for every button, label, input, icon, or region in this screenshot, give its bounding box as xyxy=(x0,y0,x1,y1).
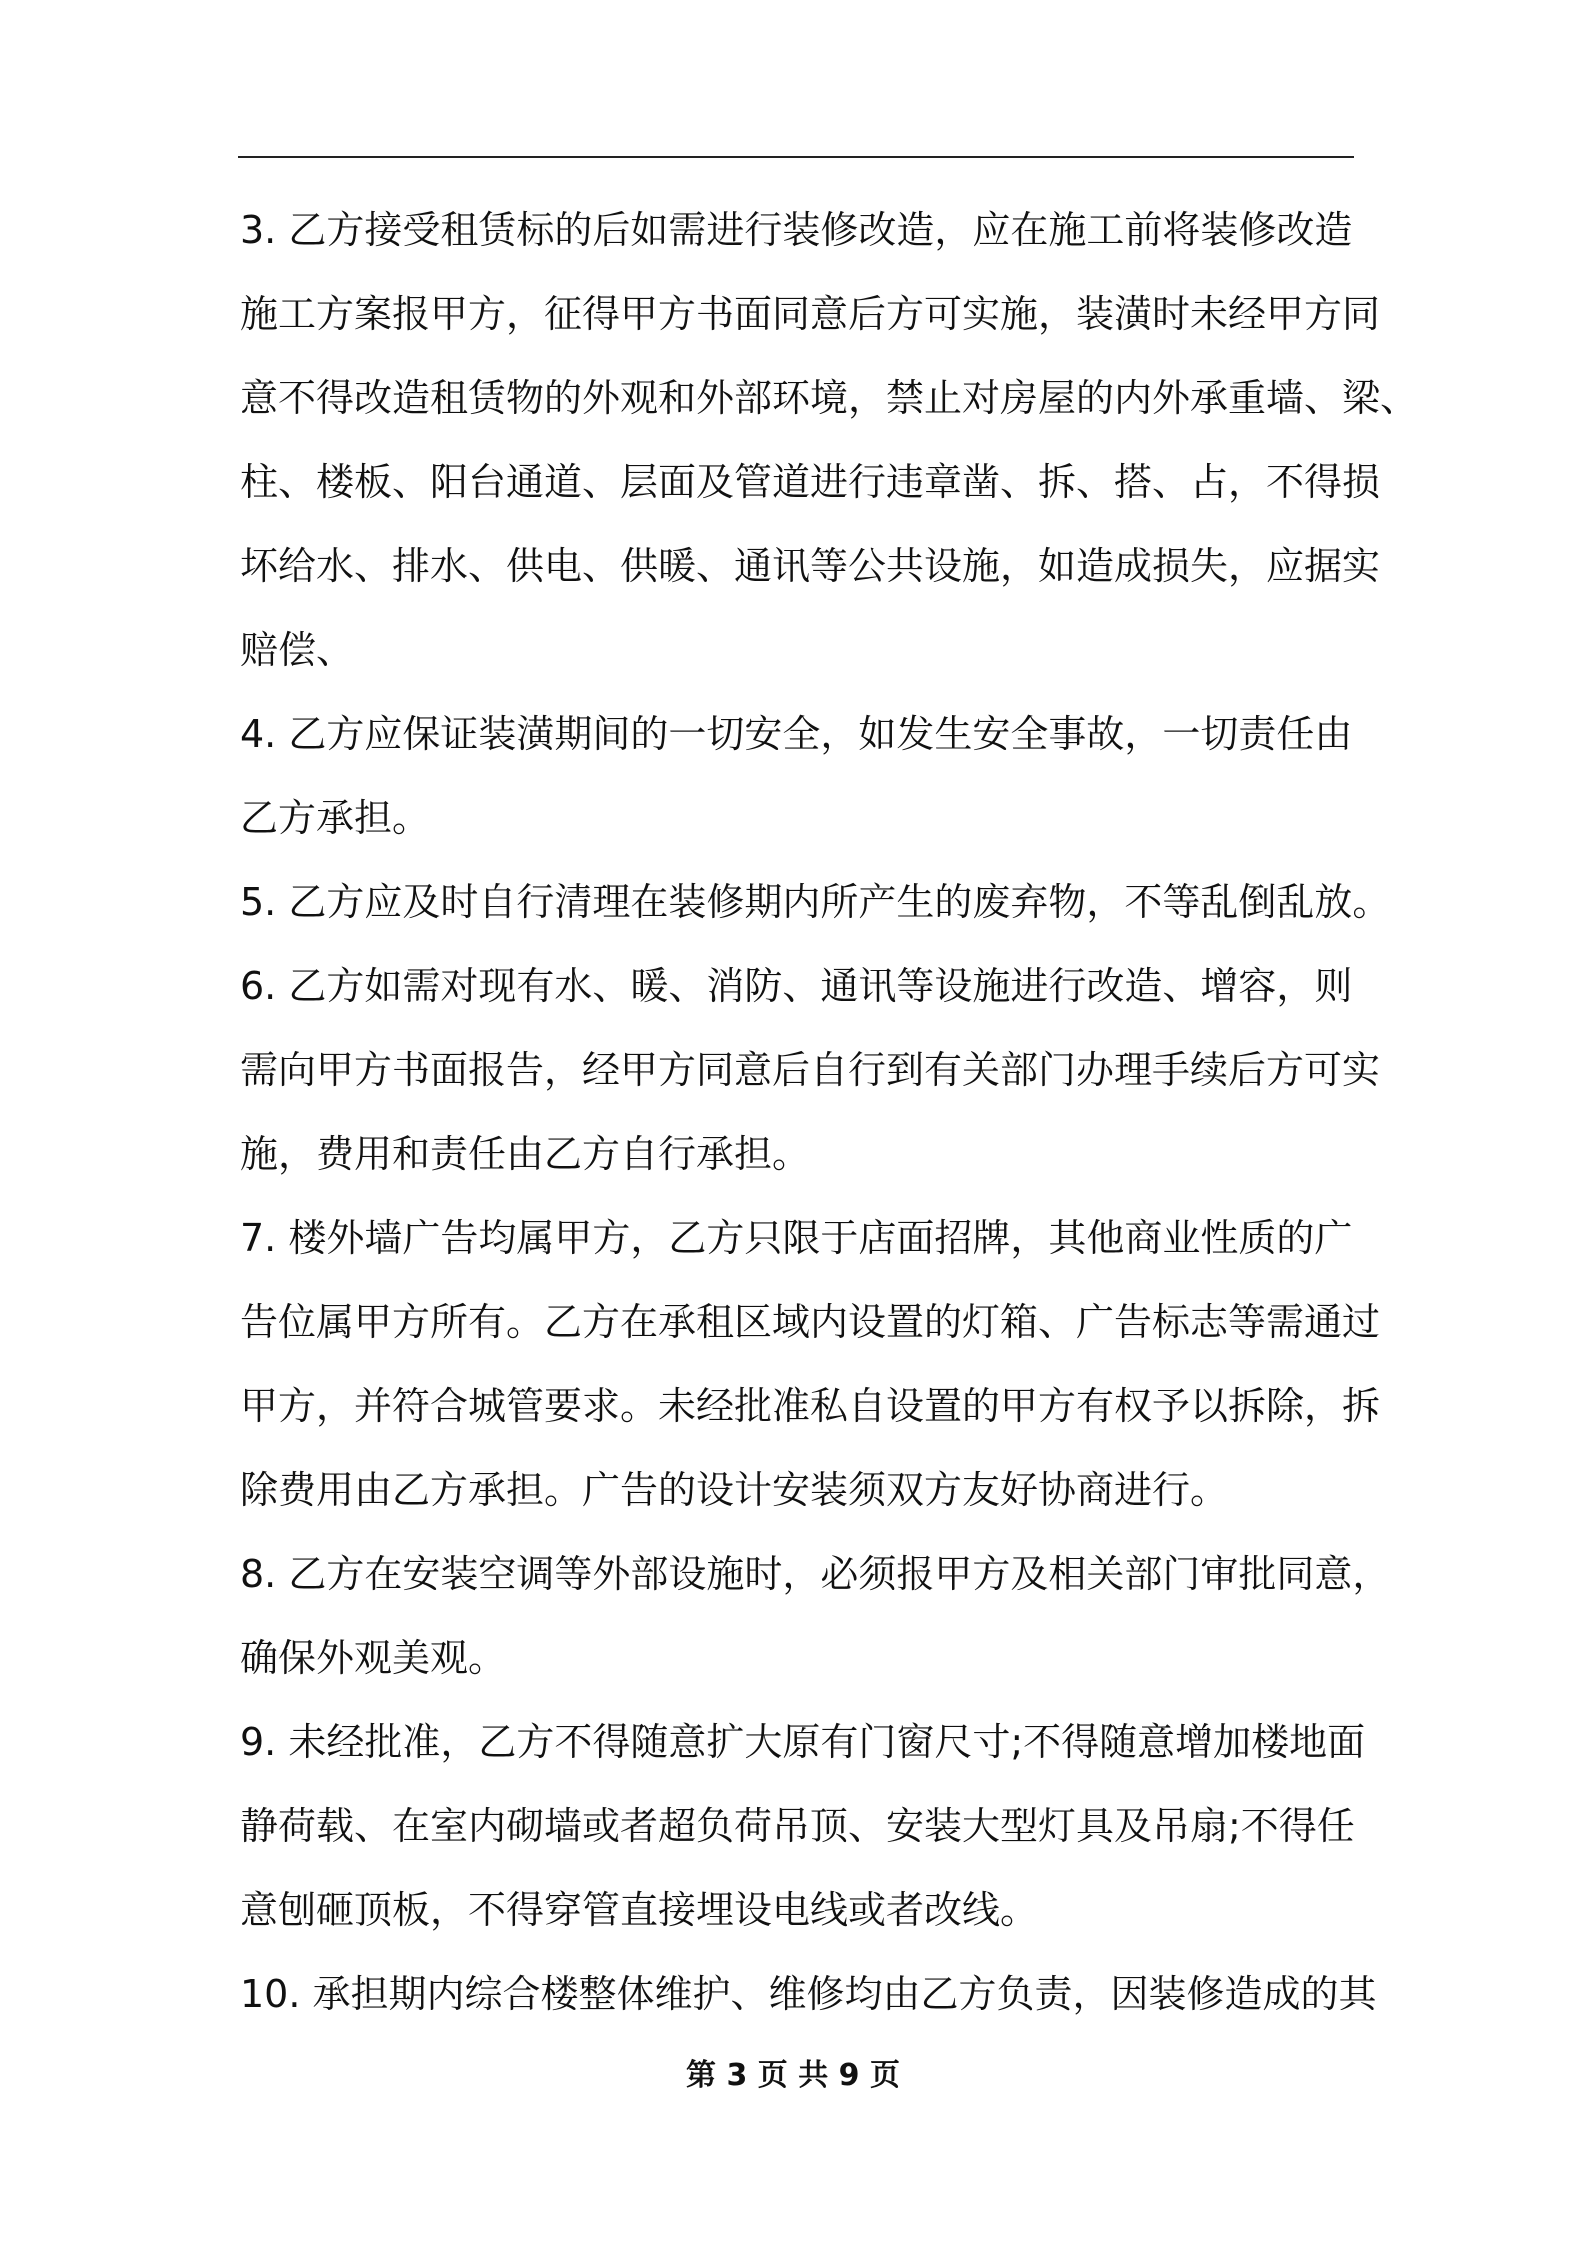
text-line-21: 意刨砸顶板，不得穿管直接埋设电线或者改线。 xyxy=(240,1888,1039,1932)
text-line-2: 施工方案报甲方，征得甲方书面同意后方可实施，装潢时未经甲方同 xyxy=(240,292,1381,336)
text-line-13: 7. 楼外墙广告均属甲方，乙方只限于店面招牌，其他商业性质的广 xyxy=(240,1216,1353,1260)
text-line-14: 告位属甲方所有。乙方在承租区域内设置的灯箱、广告标志等需通过 xyxy=(240,1300,1381,1344)
text-line-19: 9. 未经批准，乙方不得随意扩大原有门窗尺寸;不得随意增加楼地面 xyxy=(240,1720,1366,1764)
text-line-5: 坏给水、排水、供电、供暖、通讯等公共设施，如造成损失，应据实 xyxy=(240,544,1381,588)
text-line-16: 除费用由乙方承担。广告的设计安装须双方友好协商进行。 xyxy=(240,1468,1229,1512)
header-rule xyxy=(238,156,1354,158)
text-line-11: 需向甲方书面报告，经甲方同意后自行到有关部门办理手续后方可实 xyxy=(240,1048,1381,1092)
text-line-18: 确保外观美观。 xyxy=(240,1636,507,1680)
text-line-6: 赔偿、 xyxy=(240,628,355,672)
text-line-15: 甲方，并符合城管要求。未经批准私自设置的甲方有权予以拆除，拆 xyxy=(240,1384,1381,1428)
text-line-8: 乙方承担。 xyxy=(240,796,431,840)
text-line-3: 意不得改造租赁物的外观和外部环境，禁止对房屋的内外承重墙、梁、 xyxy=(240,376,1419,420)
text-line-9: 5. 乙方应及时自行清理在装修期内所产生的废弃物，不等乱倒乱放。 xyxy=(240,880,1391,924)
text-line-12: 施，费用和责任由乙方自行承担。 xyxy=(240,1132,811,1176)
text-line-17: 8. 乙方在安装空调等外部设施时，必须报甲方及相关部门审批同意， xyxy=(240,1552,1391,1596)
page-number-footer: 第 3 页 共 9 页 xyxy=(686,2058,900,2093)
text-line-20: 静荷载、在室内砌墙或者超负荷吊顶、安装大型灯具及吊扇;不得任 xyxy=(240,1804,1355,1848)
text-line-7: 4. 乙方应保证装潢期间的一切安全，如发生安全事故，一切责任由 xyxy=(240,712,1353,756)
text-line-4: 柱、楼板、阳台通道、层面及管道进行违章凿、拆、搭、占，不得损 xyxy=(240,460,1381,504)
text-line-10: 6. 乙方如需对现有水、暖、消防、通讯等设施进行改造、增容，则 xyxy=(240,964,1353,1008)
text-line-1: 3. 乙方接受租赁标的后如需进行装修改造，应在施工前将装修改造 xyxy=(240,208,1353,252)
text-line-22: 10. 承担期内综合楼整体维护、维修均由乙方负责，因装修造成的其 xyxy=(240,1972,1377,2016)
